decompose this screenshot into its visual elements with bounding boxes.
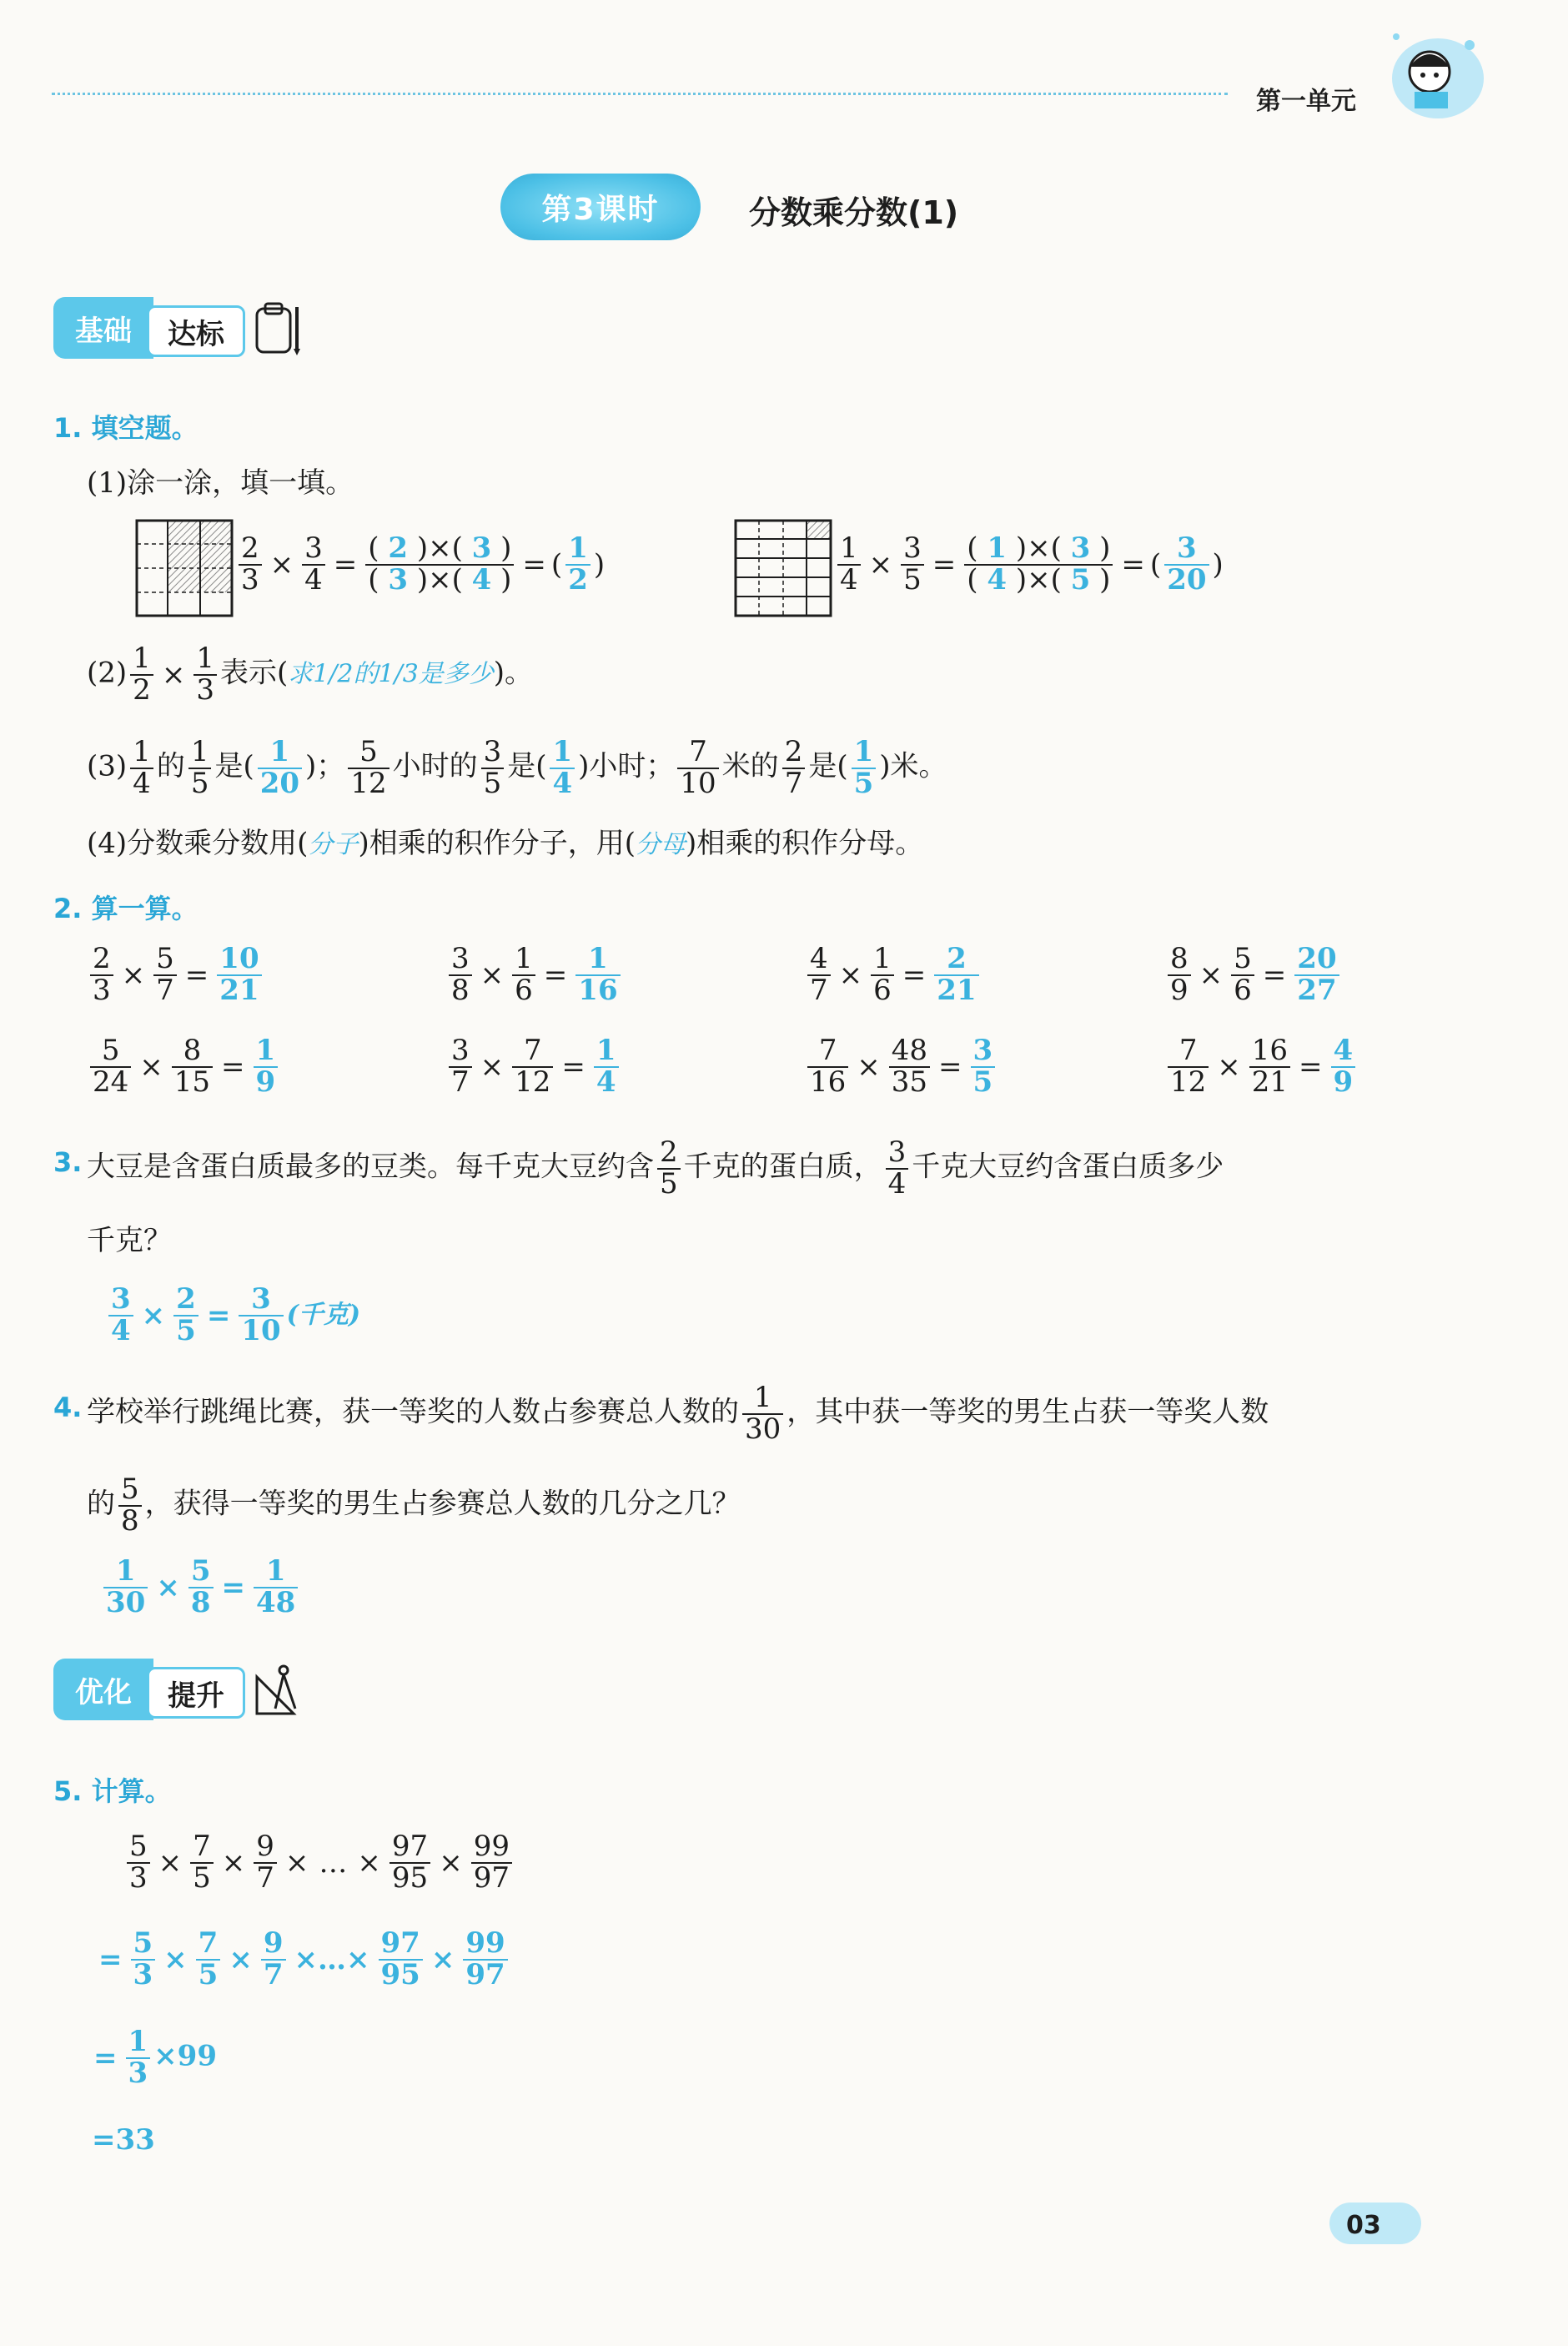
q4-text-line1: 学校举行跳绳比赛，获一等奖的人数占参赛总人数的 $\frac{1}{30}$ ，其中获一等奖的男生占获一等奖人数 xyxy=(87,1381,1269,1446)
header-dotted-line xyxy=(52,93,1228,95)
q4-text-c: 的 xyxy=(87,1487,115,1521)
clipboard-icon xyxy=(250,299,309,357)
q3-text-c: 千克大豆约含蛋白质多少 xyxy=(912,1150,1224,1184)
q3-text-b: 千克的蛋白质， xyxy=(683,1150,882,1184)
section-tag-adv-b: 提升 xyxy=(147,1667,245,1719)
q1-part3-text-b: 是( xyxy=(214,749,254,783)
q1-part3-text-g: 米的 xyxy=(721,749,779,783)
q2-item-2: $\frac{3}{8}$ × $\frac{1}{6}$ = $\frac{1}{16}$ xyxy=(445,944,624,1005)
q1-part2-end: )。 xyxy=(493,656,534,690)
q2-item-7: $\frac{7}{16}$ × $\frac{48}{35}$ = $\frac{3}{5}$ xyxy=(804,1036,998,1097)
lesson-title: 分数乘分数(1) xyxy=(749,194,959,231)
q1-part3-prefix: (3) xyxy=(87,749,128,783)
section-tag-basic-a: 基础 xyxy=(53,297,153,359)
q4-label: 4. xyxy=(53,1392,83,1423)
page-number: 03 xyxy=(1346,2211,1381,2240)
q1-eq2: $\frac{1}{4}$ × $\frac{3}{5}$ = $\frac{( 1 )\times( 3 )}{( 4 )\times( 5 )}$ = ( $\frac{3}{20}$ ) xyxy=(834,534,1224,595)
q1-eq1: $\frac{2}{3}$ × $\frac{3}{4}$ = $\frac{( 2 )\times( 3 )}{( 3 )\times( 4 )}$ = ( $\frac{1}{2}$ ) xyxy=(235,534,605,595)
q1-part4-text-c: )相乘的积作分母。 xyxy=(685,827,924,860)
q2-item-8: $\frac{7}{12}$ × $\frac{16}{21}$ = $\frac{4}{9}$ xyxy=(1164,1036,1359,1097)
q1-part4-text-a: (4)分数乘分数用( xyxy=(87,827,309,860)
q3-answer: $\frac{3}{4}$ × $\frac{2}{5}$ = $\frac{3}{10}$ (千克) xyxy=(105,1285,360,1346)
q3-answer-unit: (千克) xyxy=(286,1300,361,1330)
q1-part3: (3) $\frac{1}{4}$ 的 $\frac{1}{5}$ 是( $\frac{1}{20}$ )； $\frac{5}{12}$ 小时的 $\frac{3}{5}$ 是( $\frac{1}{4}$ )小时； $\frac{7}{10}$ 米的 $\frac{2}{7}$ 是( $\frac{1}{5}$ )米。 xyxy=(87,735,947,800)
q3-text-d: 千克？ xyxy=(87,1224,172,1257)
q1-part4-text-b: )相乘的积作分子，用( xyxy=(358,827,636,860)
q1-part3-text-f: )小时； xyxy=(578,749,675,783)
q4-text-line2: 的 $\frac{5}{8}$ ，获得一等奖的男生占参赛总人数的几分之几？ xyxy=(87,1473,741,1538)
unit-label: 第一单元 xyxy=(1256,87,1356,116)
q4-text-d: ，获得一等奖的男生占参赛总人数的几分之几？ xyxy=(144,1487,741,1521)
q1-part3-text-d: 小时的 xyxy=(392,749,478,783)
q2-item-4: $\frac{8}{9}$ × $\frac{5}{6}$ = $\frac{20}{27}$ xyxy=(1164,944,1343,1005)
q1-part3-text-a: 的 xyxy=(156,749,185,783)
q1-part2-mid: 表示( xyxy=(219,656,289,690)
q1-part3-text-c: )； xyxy=(305,749,345,783)
section-tag-basic-b: 达标 xyxy=(147,305,245,357)
shading-grid-1 xyxy=(135,519,234,617)
q1-part3-text-i: )米。 xyxy=(879,749,947,783)
q2-item-1: $\frac{2}{3}$ × $\frac{5}{7}$ = $\frac{10}{21}$ xyxy=(87,944,265,1005)
q1-label: 1. 填空题。 xyxy=(53,412,199,444)
q1-part2-prefix: (2) xyxy=(87,656,128,690)
q2-label: 2. 算一算。 xyxy=(53,893,199,924)
q1-part4-answer-1: 分子 xyxy=(308,830,359,859)
mascot-illustration xyxy=(1371,20,1488,128)
q2-item-6: $\frac{3}{7}$ × $\frac{7}{12}$ = $\frac{1}{4}$ xyxy=(445,1036,622,1097)
ruler-compass-icon xyxy=(250,1660,309,1719)
q1-part2: (2) $\frac{1}{2}$ × $\frac{1}{3}$ 表示(求1/2的1/3是多少)。 xyxy=(87,642,534,707)
q4-text-a: 学校举行跳绳比赛，获一等奖的人数占参赛总人数的 xyxy=(87,1395,739,1429)
q1-part1-text: (1)涂一涂，填一填。 xyxy=(87,466,354,500)
q2-item-5: $\frac{5}{24}$ × $\frac{8}{15}$ = $\frac{1}{9}$ xyxy=(87,1036,281,1097)
q3-text-line1: 大豆是含蛋白质最多的豆类。每千克大豆约含 $\frac{2}{5}$ 千克的蛋白质， $\frac{3}{4}$ 千克大豆约含蛋白质多少 xyxy=(87,1135,1224,1201)
q5-result: =33 xyxy=(92,2123,155,2157)
q5-step2: = $\frac{1}{3}$ ×99 xyxy=(93,2025,217,2090)
q4-text-b: ，其中获一等奖的男生占获一等奖人数 xyxy=(787,1395,1269,1429)
q4-answer: $\frac{1}{30}$ × $\frac{5}{8}$ = $\frac{1}{48}$ xyxy=(100,1557,301,1618)
q3-text-a: 大豆是含蛋白质最多的豆类。每千克大豆约含 xyxy=(87,1150,654,1184)
q5-expression: $\frac{5}{3}$ × $\frac{7}{5}$ × $\frac{9}{7}$ × … × $\frac{97}{95}$ × $\frac{99}{97}$ xyxy=(123,1832,515,1893)
lesson-badge: 第3课时 xyxy=(500,174,701,240)
q1-part4 xyxy=(87,829,923,858)
q5-label: 5. 计算。 xyxy=(53,1775,172,1807)
section-tag-adv-a: 优化 xyxy=(53,1659,153,1720)
q1-part4-answer-2: 分母 xyxy=(635,830,686,859)
shading-grid-2 xyxy=(734,519,832,617)
q5-step2-times99: ×99 xyxy=(153,2039,217,2073)
q2-item-3: $\frac{4}{7}$ × $\frac{1}{6}$ = $\frac{2}{21}$ xyxy=(804,944,983,1005)
q1-part2-answer: 求1/2的1/3是多少 xyxy=(288,659,494,689)
q1-part3-text-h: 是( xyxy=(808,749,848,783)
q5-step1: = $\frac{5}{3}$ × $\frac{7}{5}$ × $\frac{9}{7}$ ×…× $\frac{97}{95}$ × $\frac{99}{97}$ xyxy=(93,1929,511,1990)
q1-part3-text-e: 是( xyxy=(507,749,547,783)
q3-label: 3. xyxy=(53,1146,83,1178)
